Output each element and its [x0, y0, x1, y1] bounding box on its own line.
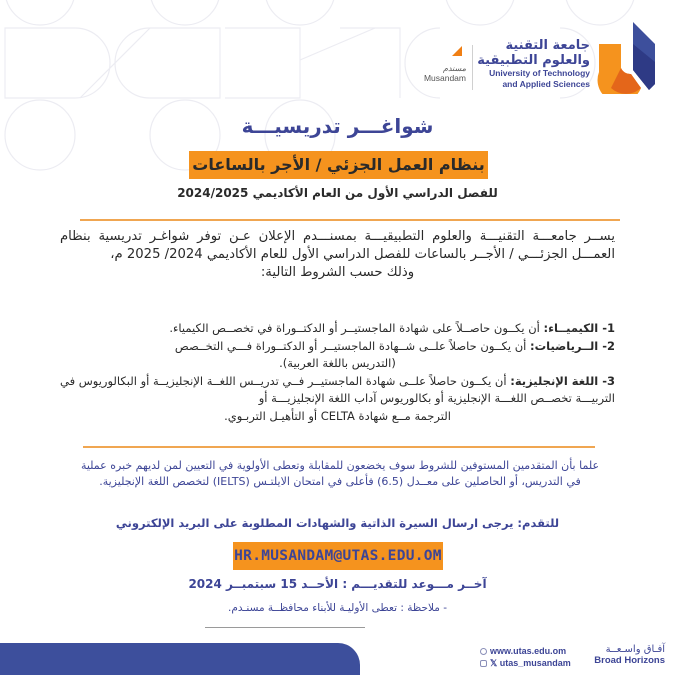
footer-links: [480, 645, 571, 669]
divider-top: [80, 219, 620, 221]
semester-line: للفصل الدراسي الأول من العام الأكاديمي 2024/2025: [177, 186, 498, 200]
header-divider: [472, 45, 473, 90]
condition-item: [60, 320, 615, 338]
website-link[interactable]: [480, 645, 571, 657]
deadline: آخــر مـــوعد للتقديـــم : الأحــد 15 سبتمبــر 2024: [188, 577, 487, 591]
condition-text: أن يكــون حاصلاً علــى شــهادة الماجستيــر أو الدكتــوراة فـــي التخــصص: [174, 338, 531, 353]
condition-text: أن يكــون حاصــلاً على شهادة الماجستيــر أو الدكتــوراة في تخصــص الكيمياء.: [169, 321, 544, 335]
university-name-en-2: and Applied Sciences: [502, 79, 590, 89]
condition-label: 2- الــرياضيات:: [530, 338, 615, 353]
utas-logo-icon: [597, 22, 659, 94]
page-title: شواغـــر تدريسيـــة: [241, 114, 434, 138]
tagline: [590, 644, 665, 666]
condition-item: [60, 338, 615, 356]
footer-bar: [0, 643, 360, 675]
globe-icon: [480, 648, 487, 655]
university-name-ar-1: جامعة التقنية: [505, 38, 590, 53]
campus-name-ar: مسندم: [443, 64, 466, 73]
social-link[interactable]: [480, 657, 571, 669]
remark: - ملاحظة : تعطى الأوليـة للأبناء محافظــة مسنـدم.: [227, 602, 447, 614]
intro-conditions-lead: وذلك حسب الشروط التالية:: [260, 265, 415, 280]
condition-text: أن يكــون حاصلاً علــى شهادة الماجستيــر فــي تدريــس اللغــة الإنجليزيــة أو البكالوريوس في التربيـــة تخصــص اللغـــة الإنجليزية أو بكالوريوس آداب اللغة الإنجليزيـــة أو: [60, 373, 615, 405]
apply-instruction: للتقدم: يرجى ارسال السيرة الذاتية والشهادات المطلوبة على البريد الإلكتروني: [115, 516, 560, 530]
tagline-ar: آفـاق واسـعــة: [605, 644, 665, 655]
condition-extra: (التدريس باللغة العربية).: [279, 356, 396, 370]
instagram-icon: [480, 660, 487, 667]
divider-bottom: [205, 627, 365, 628]
condition-item: [60, 373, 615, 408]
email-link[interactable]: HR.MUSANDAM@UTAS.EDU.OM: [233, 542, 443, 570]
condition-label: 1- الكيميــاء:: [543, 321, 615, 335]
campus-label: [408, 46, 466, 83]
campus-name-en: Musandam: [423, 73, 466, 83]
intro-paragraph: [60, 228, 615, 282]
university-name-en-1: University of Technology: [489, 68, 590, 78]
highlight-subtitle: بنظام العمل الجزئي / الأجر بالساعات: [189, 151, 488, 179]
condition-label: 3- اللغة الإنجليزية:: [510, 373, 615, 388]
tagline-en: Broad Horizons: [594, 655, 665, 666]
intro-text: يســر جامعـــة التقنيـــة والعلوم التطبيقيـــة بمسنـــدم الإعلان عـن توفر شواغـر تدريسية بنظام العمـــل الجزئـــي / الأجــر بالساعات للفصل الدراسي الأول للعام الأكاديمي 2024/ 2025 م،: [60, 229, 615, 262]
conditions-list: [60, 320, 615, 425]
university-name-ar-2: والعلوم التطبيقية: [477, 53, 590, 68]
note-paragraph: علما بأن المتقدمين المستوفين للشروط سوف يخضعون للمقابلة وتعطى الأولوية في التعيين لمن لديهم خبره عملية في التدريس، أو الحاصلين على معــدل (6.5) فأعلى في امتحان الايلتـس (IELTS) لتخصص اللغة الإنجليزية.: [80, 459, 600, 488]
divider-middle: [83, 446, 595, 448]
website-text: www.utas.edu.om: [490, 646, 567, 656]
condition-extra: الترجمة مــع شهادة CELTA أو التأهيـل التربـوي.: [224, 408, 451, 423]
campus-triangle-icon: [452, 46, 462, 56]
x-icon: 𝕏: [490, 658, 500, 668]
social-handle: utas_musandam: [499, 658, 571, 668]
